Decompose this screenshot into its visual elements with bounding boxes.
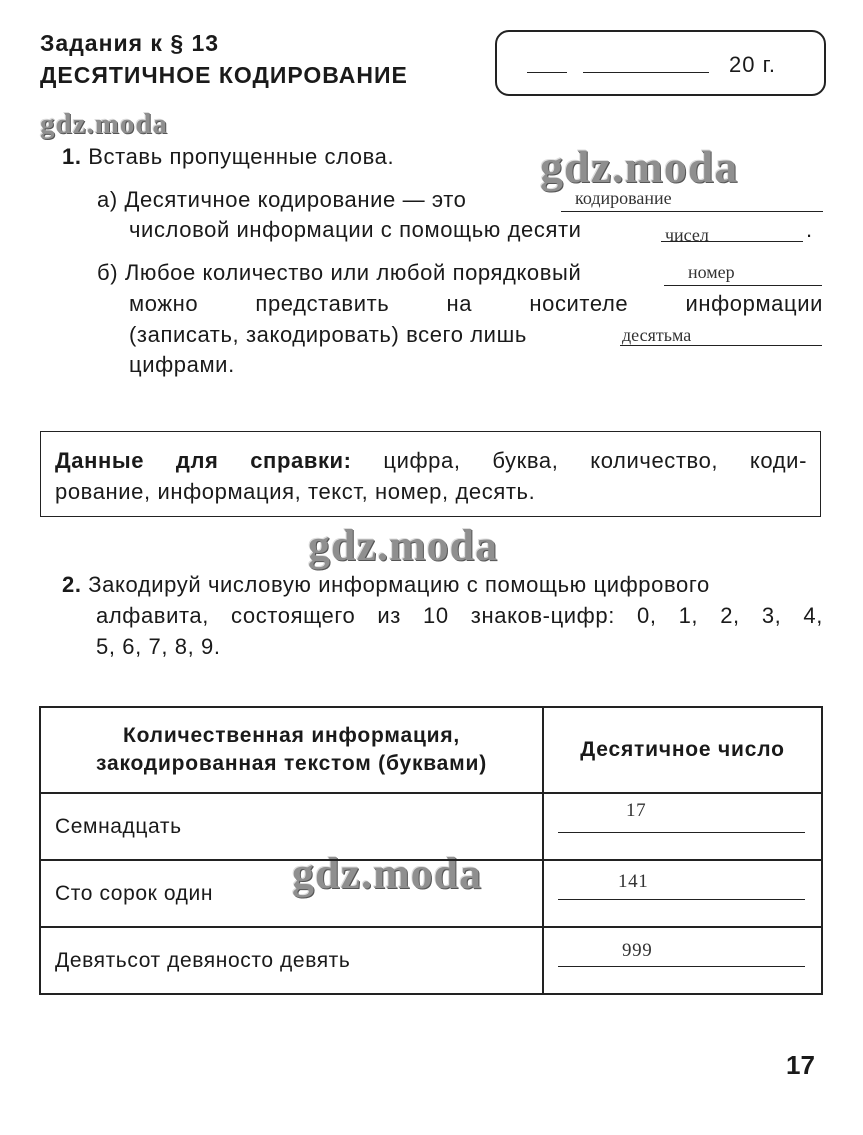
reference-label: Данные для справки: bbox=[55, 448, 352, 473]
tasks-title: Задания к § 13 bbox=[40, 30, 220, 56]
answer-line bbox=[561, 211, 823, 212]
date-dash: — bbox=[537, 62, 551, 78]
reference-text-line2: рование, информация, текст, номер, десять. bbox=[55, 479, 536, 504]
row-answer-cell bbox=[543, 860, 822, 927]
row-answer: 999 bbox=[622, 940, 653, 961]
task1-a-answer2: чисел bbox=[665, 225, 709, 245]
task1-a-answer1: кодирование bbox=[575, 188, 672, 208]
task1-b-answer1: номер bbox=[688, 262, 735, 282]
table-row bbox=[40, 793, 822, 860]
topic-title: ДЕСЯТИЧНОЕ КОДИРОВАНИЕ bbox=[40, 62, 408, 88]
table-header-row bbox=[40, 707, 822, 793]
watermark: gdz.moda bbox=[540, 141, 739, 192]
reference-box bbox=[40, 431, 821, 517]
answer-line bbox=[558, 899, 805, 900]
task1-a-line1: а) Десятичное кодирование — это bbox=[97, 187, 467, 212]
header-left-line2: закодированная текстом (буквами) bbox=[96, 752, 487, 775]
row-text: Девятьсот девяносто девять bbox=[40, 927, 543, 994]
answer-line bbox=[558, 832, 805, 833]
answer-line bbox=[558, 966, 805, 967]
header-right: Десятичное число bbox=[543, 707, 822, 793]
page-number: 17 bbox=[786, 1050, 815, 1080]
date-year: 20 г. bbox=[729, 52, 777, 77]
header-left bbox=[40, 707, 543, 793]
row-answer: 17 bbox=[626, 800, 647, 821]
watermark: gdz.moda bbox=[308, 521, 499, 570]
task1-b-answer2: десятьма bbox=[622, 325, 692, 345]
row-answer: 141 bbox=[618, 871, 649, 892]
task2-text-line1: Закодируй числовую информацию с помощью цифрового bbox=[88, 572, 710, 597]
header-left-line1: Количественная информация, bbox=[122, 724, 461, 747]
task1-b-line4: цифрами. bbox=[129, 352, 235, 377]
task1-b-line1: б) Любое количество или любой порядковый bbox=[97, 260, 582, 285]
table-row bbox=[40, 860, 822, 927]
task1 bbox=[62, 142, 394, 172]
task2-number: 2. bbox=[62, 572, 82, 597]
reference-text-line1: цифра, буква, количество, коди- bbox=[383, 448, 807, 473]
task1-instruction: Вставь пропущенные слова. bbox=[88, 144, 395, 169]
task2-line2: алфавита, состоящего из 10 знаков-цифр: 0, 1, 2, 3, 4, bbox=[96, 603, 823, 628]
task1-b-line2: можно представить на носителе информации bbox=[129, 291, 823, 316]
watermark: gdz.moda bbox=[292, 849, 483, 898]
task1-a-period: . bbox=[806, 217, 813, 242]
task2-line3: 5, 6, 7, 8, 9. bbox=[96, 634, 221, 659]
task1-number: 1. bbox=[62, 144, 82, 169]
row-answer-cell bbox=[543, 793, 822, 860]
task1-b-line3: (записать, закодировать) всего лишь bbox=[129, 322, 527, 347]
table-row bbox=[40, 927, 822, 994]
answer-line bbox=[664, 285, 822, 286]
reference-line1 bbox=[55, 446, 807, 476]
row-text: Сто сорок один bbox=[40, 860, 543, 927]
date-box bbox=[495, 30, 826, 96]
task1-a-line2: числовой информации с помощью десяти bbox=[129, 217, 582, 242]
date-month-line bbox=[583, 72, 709, 73]
row-text: Семнадцать bbox=[40, 793, 543, 860]
task2-line1 bbox=[62, 570, 710, 600]
row-answer-cell bbox=[543, 927, 822, 994]
watermark: gdz.moda bbox=[40, 108, 169, 140]
encoding-table bbox=[39, 706, 823, 995]
